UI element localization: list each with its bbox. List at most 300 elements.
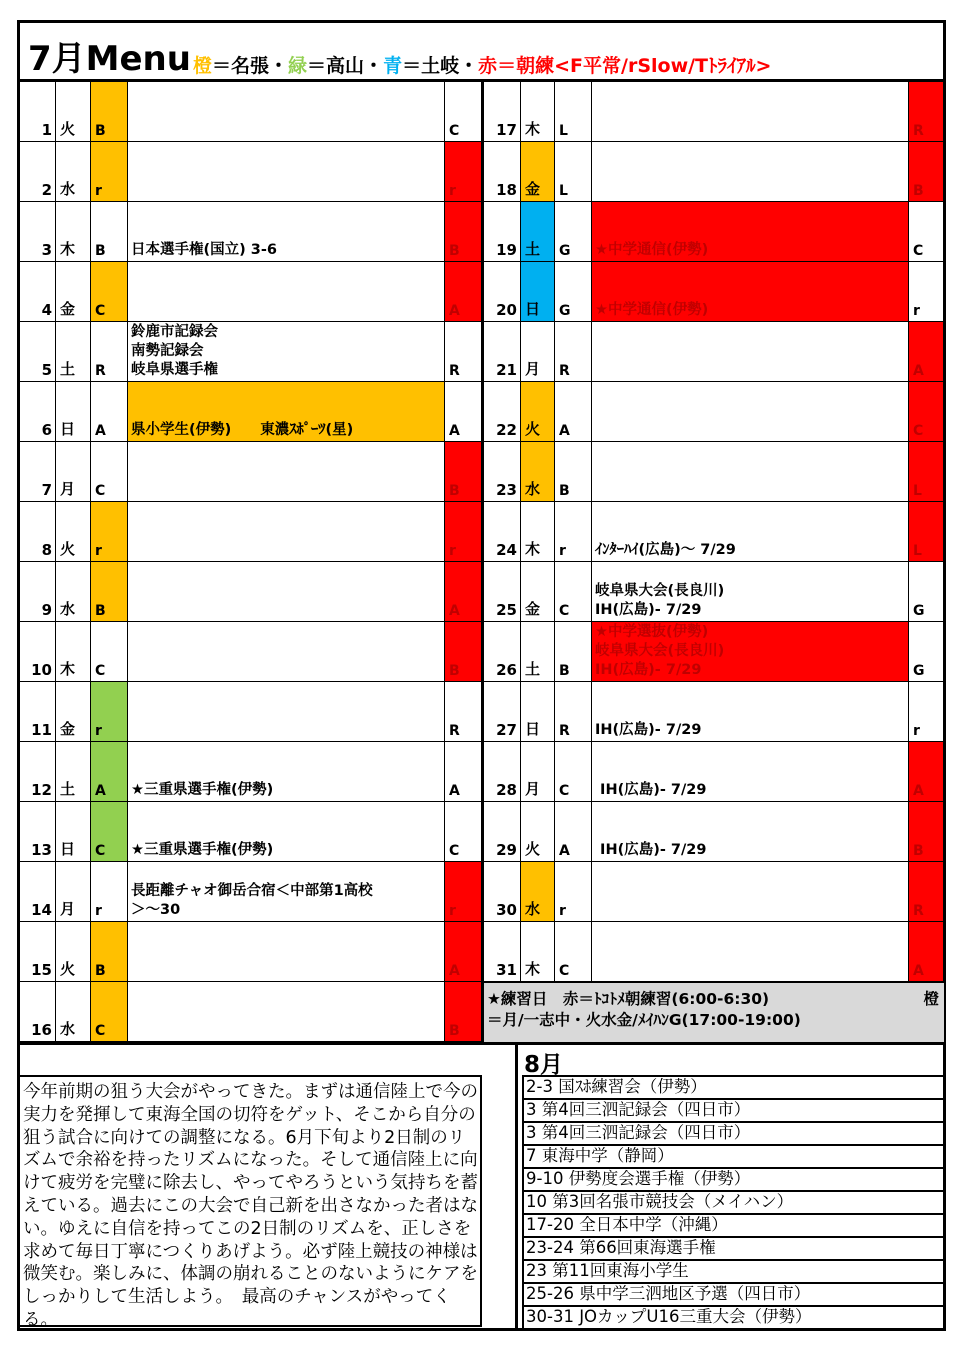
day-number	[484, 622, 521, 681]
message-box	[20, 1075, 482, 1330]
practice-code-label: C	[95, 843, 106, 859]
event-text	[592, 502, 909, 561]
legend-label-green: ＝高山・	[307, 55, 384, 77]
morning-code-label: A	[913, 963, 924, 979]
practice-code-label: r	[559, 543, 566, 559]
practice-code	[91, 802, 128, 861]
calendar-row	[484, 442, 943, 502]
morning-code	[909, 742, 943, 801]
day-of-week	[521, 502, 555, 561]
event-text	[592, 382, 909, 441]
day-number	[20, 382, 56, 441]
event-text	[128, 622, 445, 681]
event-text	[128, 142, 445, 201]
morning-code	[909, 442, 943, 501]
event-text-label: ★三重県選手権(伊勢)	[131, 782, 274, 798]
day-of-week-label: 火	[60, 120, 76, 138]
calendar-row	[484, 322, 943, 382]
day-number	[20, 682, 56, 741]
practice-code-label: R	[559, 723, 570, 739]
day-number	[20, 442, 56, 501]
day-number-label: 12	[31, 781, 52, 799]
calendar-row	[20, 922, 481, 982]
legend-label-red: ＝朝練<F平常/rSlow/Tﾄﾗｲｱﾙ>	[497, 55, 772, 77]
day-of-week	[56, 562, 91, 621]
day-of-week	[521, 562, 555, 621]
day-of-week-label: 木	[60, 240, 76, 258]
practice-code-label: C	[95, 483, 106, 499]
event-text	[592, 802, 909, 861]
morning-code-label: B	[449, 243, 460, 259]
practice-code	[555, 742, 592, 801]
morning-code	[445, 862, 481, 921]
morning-code	[909, 262, 943, 321]
calendar-row	[484, 742, 943, 802]
day-of-week	[56, 742, 91, 801]
august-event-item: 3 第4回三泗記録会（四日市）	[524, 1100, 944, 1123]
morning-code	[909, 862, 943, 921]
event-text	[592, 922, 909, 981]
practice-code	[555, 82, 592, 141]
event-text	[592, 682, 909, 741]
day-number	[20, 622, 56, 681]
morning-code-label: A	[449, 783, 460, 799]
event-text	[128, 322, 445, 381]
day-number	[484, 322, 521, 381]
morning-code	[445, 322, 481, 381]
practice-code	[91, 142, 128, 201]
august-event-item: 23 第11回東海小学生	[524, 1261, 944, 1284]
day-number-label: 23	[496, 481, 517, 499]
morning-code-label: G	[913, 663, 925, 679]
morning-code-label: R	[913, 903, 924, 919]
calendar-row	[20, 262, 481, 322]
legend-swatch-green: 緑	[288, 55, 308, 77]
calendar-row	[484, 862, 943, 922]
calendar-row	[484, 142, 943, 202]
day-number-label: 5	[41, 361, 52, 379]
day-number-label: 18	[496, 181, 517, 199]
morning-code	[445, 982, 481, 1041]
day-of-week	[56, 622, 91, 681]
day-of-week	[521, 262, 555, 321]
morning-code-label: B	[449, 663, 460, 679]
morning-code-label: L	[913, 483, 922, 499]
practice-code-label: B	[95, 963, 106, 979]
morning-code-label: R	[913, 123, 924, 139]
day-of-week-label: 水	[525, 900, 541, 918]
color-legend	[193, 51, 771, 78]
practice-code	[91, 982, 128, 1041]
event-text	[592, 442, 909, 501]
calendar-row	[484, 82, 943, 142]
morning-code	[445, 142, 481, 201]
calendar-row	[484, 382, 943, 442]
event-text-label: ★三重県選手権(伊勢)	[131, 842, 274, 858]
day-of-week	[56, 142, 91, 201]
event-text-label: 県小学生(伊勢) 東濃ｽﾎﾟｰﾂ(星)	[131, 422, 354, 438]
legend-swatch-orange: 橙	[193, 55, 213, 77]
event-text	[592, 202, 909, 261]
day-number-label: 28	[496, 781, 517, 799]
morning-code-label: C	[449, 123, 460, 139]
event-text	[592, 142, 909, 201]
practice-code-label: R	[95, 363, 106, 379]
practice-code	[91, 922, 128, 981]
day-of-week-label: 土	[525, 240, 541, 258]
practice-code	[555, 322, 592, 381]
day-of-week	[521, 202, 555, 261]
day-of-week	[521, 142, 555, 201]
day-number	[484, 382, 521, 441]
morning-code	[909, 142, 943, 201]
day-of-week	[56, 862, 91, 921]
day-number	[20, 862, 56, 921]
calendar-row	[20, 322, 481, 382]
practice-code	[91, 82, 128, 141]
event-text	[592, 262, 909, 321]
practice-code-label: A	[559, 843, 570, 859]
day-of-week	[56, 202, 91, 261]
practice-code	[555, 562, 592, 621]
day-number-label: 22	[496, 421, 517, 439]
day-number-label: 31	[496, 961, 517, 979]
morning-code	[445, 682, 481, 741]
event-text	[128, 982, 445, 1041]
day-of-week-label: 土	[60, 780, 76, 798]
legend-swatch-red: 赤	[478, 55, 498, 77]
day-of-week-label: 日	[60, 840, 76, 858]
day-of-week-label: 金	[525, 600, 541, 618]
day-number	[484, 502, 521, 561]
event-text	[128, 922, 445, 981]
day-of-week	[56, 922, 91, 981]
august-event-item: 9-10 伊勢度会選手権（伊勢）	[524, 1169, 944, 1192]
calendar-row	[20, 202, 481, 262]
day-number-label: 1	[41, 121, 52, 139]
day-number-label: 30	[496, 901, 517, 919]
day-of-week-label: 日	[525, 720, 541, 738]
day-of-week-label: 火	[60, 960, 76, 978]
morning-code	[909, 82, 943, 141]
legend-label-blue: ＝土岐・	[402, 55, 479, 77]
practice-code-label: r	[95, 183, 102, 199]
day-of-week	[56, 802, 91, 861]
day-number	[484, 142, 521, 201]
event-text	[128, 742, 445, 801]
day-of-week-label: 火	[525, 420, 541, 438]
morning-code	[909, 682, 943, 741]
day-number-label: 15	[31, 961, 52, 979]
morning-code-label: A	[449, 603, 460, 619]
day-number	[484, 442, 521, 501]
morning-code	[445, 742, 481, 801]
morning-code	[445, 562, 481, 621]
message-text: 今年前期の狙う大会がやってきた。まずは通信陸上で今の実力を発揮して東海全国の切符をゲット、そこから自分の狙う試合に向けての調整になる。6月下旬より2日制のリズムで余裕を持ったリズムになった。そして通信陸上に向けて疲労を完璧に除去し、やってやろうという気持ちを蓄えている。過去にこの大会で自己新を出さなかった者はない。ゆえに自信を持ってこの2日制のリズムを、正しさを求めて毎日丁寧につくりあげよう。必ず陸上競技の神様は微笑む。楽しみに、体調の崩れることのないようにケアをしっかりして生活しよう。 最高のチャンスがやってくる。	[23, 1082, 478, 1330]
day-of-week-label: 水	[60, 600, 76, 618]
calendar-row	[20, 742, 481, 802]
practice-code	[555, 622, 592, 681]
practice-code-label: B	[95, 123, 106, 139]
day-number-label: 14	[31, 901, 52, 919]
morning-code-label: R	[449, 723, 460, 739]
morning-code-label: r	[449, 903, 456, 919]
august-event-item: 23-24 第66回東海選手権	[524, 1238, 944, 1261]
event-text	[128, 382, 445, 441]
day-of-week-label: 土	[60, 360, 76, 378]
practice-code	[555, 802, 592, 861]
august-event-item: 30-31 JOカップU16三重大会（伊勢）	[524, 1307, 944, 1330]
practice-code	[91, 262, 128, 321]
day-number-label: 7	[41, 481, 52, 499]
event-text-label: 日本選手権(国立) 3-6	[131, 242, 277, 258]
event-text-label: ｲﾝﾀｰﾊｲ(広島)～ 7/29	[595, 542, 736, 558]
practice-code-label: A	[95, 423, 106, 439]
day-of-week-label: 日	[525, 300, 541, 318]
calendar-row	[484, 622, 943, 682]
event-text	[128, 262, 445, 321]
practice-code	[91, 682, 128, 741]
day-of-week-label: 月	[525, 360, 541, 378]
page-title: 7月Menu	[28, 39, 191, 79]
morning-code	[445, 502, 481, 561]
practice-code-label: C	[95, 1023, 106, 1039]
event-text	[128, 442, 445, 501]
morning-code	[909, 322, 943, 381]
august-title: 8月	[524, 1052, 564, 1078]
practice-code	[91, 742, 128, 801]
day-of-week	[521, 82, 555, 141]
practice-code	[555, 502, 592, 561]
day-of-week-label: 水	[60, 180, 76, 198]
practice-code	[555, 922, 592, 981]
morning-code-label: r	[449, 183, 456, 199]
calendar-row	[20, 562, 481, 622]
practice-code-label: B	[95, 243, 106, 259]
practice-code	[91, 442, 128, 501]
event-text	[128, 862, 445, 921]
calendar-row	[20, 442, 481, 502]
day-number-label: 11	[31, 721, 52, 739]
day-number-label: 19	[496, 241, 517, 259]
morning-code	[445, 442, 481, 501]
event-text-label: IH(広島)- 7/29	[595, 842, 707, 858]
day-number-label: 25	[496, 601, 517, 619]
day-number-label: 13	[31, 841, 52, 859]
practice-code	[555, 142, 592, 201]
morning-code	[445, 382, 481, 441]
day-number	[484, 862, 521, 921]
event-text-label: IH(広島)- 7/29	[595, 722, 702, 738]
morning-code-label: G	[913, 603, 925, 619]
practice-code-label: C	[559, 603, 570, 619]
morning-code-label: C	[913, 423, 924, 439]
event-text-label: IH(広島)- 7/29	[595, 782, 707, 798]
day-number-label: 16	[31, 1021, 52, 1039]
day-number-label: 24	[496, 541, 517, 559]
day-of-week-label: 火	[525, 840, 541, 858]
event-text	[592, 562, 909, 621]
calendar-row	[20, 862, 481, 922]
day-number	[484, 742, 521, 801]
august-event-item: 7 東海中学（静岡）	[524, 1146, 944, 1169]
day-of-week-label: 土	[525, 660, 541, 678]
day-number	[484, 82, 521, 141]
morning-code-label: A	[913, 783, 924, 799]
practice-code	[91, 202, 128, 261]
practice-code-label: R	[559, 363, 570, 379]
practice-code	[555, 442, 592, 501]
day-number	[20, 922, 56, 981]
morning-code-label: L	[913, 543, 922, 559]
event-text	[128, 562, 445, 621]
notes-line-1-right: 橙	[923, 990, 939, 1008]
practice-code-label: A	[559, 423, 570, 439]
day-number	[20, 262, 56, 321]
event-text-label: ★中学通信(伊勢)	[595, 242, 709, 258]
day-number-label: 6	[41, 421, 52, 439]
august-event-item: 10 第3回名張市競技会（メイハン）	[524, 1192, 944, 1215]
august-event-list	[522, 1075, 946, 1330]
morning-code-label: A	[449, 303, 460, 319]
day-of-week	[56, 262, 91, 321]
practice-notes	[484, 982, 944, 1042]
day-number	[484, 562, 521, 621]
day-number-label: 2	[41, 181, 52, 199]
day-number	[484, 262, 521, 321]
practice-code-label: L	[559, 123, 568, 139]
practice-code-label: C	[95, 303, 106, 319]
morning-code-label: B	[449, 483, 460, 499]
event-text-label: 鈴鹿市記録会 南勢記録会 岐阜県選手権	[131, 324, 218, 378]
day-number	[20, 502, 56, 561]
day-of-week-label: 水	[525, 480, 541, 498]
day-of-week	[521, 922, 555, 981]
practice-code-label: B	[95, 603, 106, 619]
day-of-week-label: 金	[60, 300, 76, 318]
calendar-row	[484, 802, 943, 862]
practice-code	[555, 682, 592, 741]
day-number	[20, 142, 56, 201]
practice-code-label: G	[559, 243, 571, 259]
day-of-week	[521, 682, 555, 741]
day-number	[484, 922, 521, 981]
practice-code-label: r	[95, 903, 102, 919]
legend-swatch-blue: 青	[383, 55, 403, 77]
event-text	[592, 742, 909, 801]
day-number-label: 21	[496, 361, 517, 379]
morning-code	[445, 922, 481, 981]
practice-code-label: C	[559, 783, 570, 799]
day-of-week	[521, 322, 555, 381]
day-number	[484, 202, 521, 261]
morning-code-label: R	[449, 363, 460, 379]
day-of-week	[56, 982, 91, 1041]
practice-code	[555, 202, 592, 261]
calendar-row	[20, 802, 481, 862]
practice-code-label: r	[95, 723, 102, 739]
calendar-row	[484, 922, 943, 982]
morning-code-label: B	[913, 183, 924, 199]
day-of-week-label: 火	[60, 540, 76, 558]
calendar-row	[20, 622, 481, 682]
morning-code	[909, 802, 943, 861]
practice-code	[91, 862, 128, 921]
calendar-row	[484, 202, 943, 262]
practice-code-label: A	[95, 783, 106, 799]
august-event-item: 2-3 国ｽﾎ練習会（伊勢）	[524, 1077, 944, 1100]
notes-line-1: ★練習日 赤＝ﾄｺﾄﾒ朝練習(6:00-6:30)	[487, 990, 770, 1008]
day-of-week-label: 月	[60, 480, 76, 498]
morning-code-label: A	[913, 363, 924, 379]
calendar-row	[484, 262, 943, 322]
day-of-week	[521, 862, 555, 921]
practice-code	[91, 622, 128, 681]
practice-code-label: r	[559, 903, 566, 919]
morning-code	[909, 502, 943, 561]
practice-code	[555, 862, 592, 921]
day-of-week	[521, 742, 555, 801]
day-of-week	[521, 802, 555, 861]
morning-code	[445, 82, 481, 141]
day-of-week-label: 木	[525, 120, 541, 138]
practice-code	[91, 382, 128, 441]
morning-code-label: r	[449, 543, 456, 559]
day-number	[20, 982, 56, 1041]
day-number	[20, 802, 56, 861]
morning-code-label: r	[913, 303, 920, 319]
day-of-week-label: 木	[525, 540, 541, 558]
event-text	[128, 202, 445, 261]
practice-code	[91, 562, 128, 621]
legend-label-orange: ＝名張・	[212, 55, 289, 77]
event-text	[128, 502, 445, 561]
morning-code-label: B	[913, 843, 924, 859]
day-of-week	[56, 442, 91, 501]
notes-line-2: ＝月/一志中・火水金/ﾒｲﾊﾝG(17:00-19:00)	[487, 1011, 801, 1029]
august-event-item: 17-20 全日本中学（沖縄）	[524, 1215, 944, 1238]
event-text	[592, 82, 909, 141]
august-event-item: 3 第4回三泗記録会（四日市）	[524, 1123, 944, 1146]
day-number-label: 26	[496, 661, 517, 679]
august-section	[515, 1044, 946, 1328]
morning-code-label: r	[913, 723, 920, 739]
morning-code	[445, 622, 481, 681]
day-number-label: 8	[41, 541, 52, 559]
event-text	[128, 82, 445, 141]
day-of-week	[56, 82, 91, 141]
morning-code-label: A	[449, 423, 460, 439]
morning-code	[909, 202, 943, 261]
morning-code	[909, 562, 943, 621]
calendar-row	[20, 502, 481, 562]
practice-code-label: C	[95, 663, 106, 679]
august-event-item: 25-26 県中学三泗地区予選（四日市）	[524, 1284, 944, 1307]
practice-code	[91, 502, 128, 561]
day-of-week	[521, 442, 555, 501]
day-number	[484, 682, 521, 741]
day-number-label: 17	[496, 121, 517, 139]
day-of-week-label: 月	[60, 900, 76, 918]
event-text-label: ★中学通信(伊勢)	[595, 302, 709, 318]
event-text-label: 岐阜県大会(長良川) IH(広島)- 7/29	[595, 583, 725, 618]
calendar-row	[20, 982, 481, 1042]
calendar-row	[484, 502, 943, 562]
day-number-label: 3	[41, 241, 52, 259]
morning-code	[909, 622, 943, 681]
morning-code	[445, 202, 481, 261]
morning-code-label: C	[449, 843, 460, 859]
